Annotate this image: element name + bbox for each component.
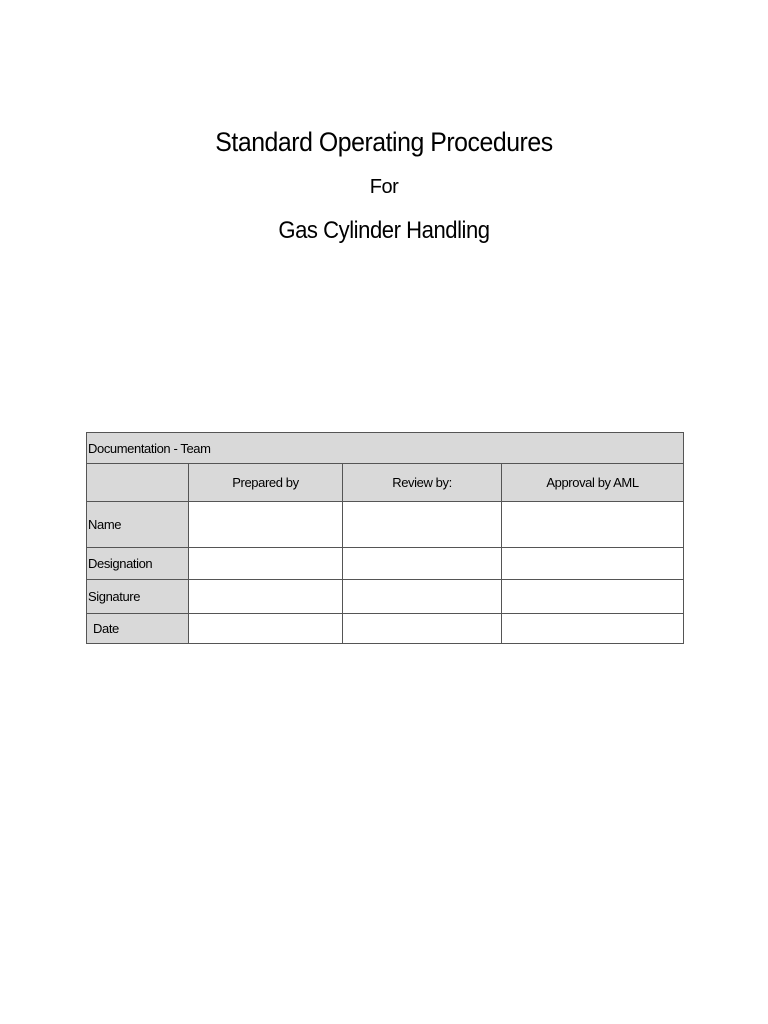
column-header-approval-by: Approval by AML (502, 464, 684, 502)
document-subtitle: Gas Cylinder Handling (278, 217, 490, 244)
table-row (87, 580, 684, 614)
designation-review-cell (343, 548, 502, 580)
row-label-signature: Signature (87, 580, 189, 614)
column-header-row (87, 464, 684, 502)
row-label-name: Name (87, 502, 189, 548)
row-label-designation: Designation (87, 548, 189, 580)
table-row (87, 614, 684, 644)
document-title: Standard Operating Procedures (215, 127, 553, 157)
row-label-date: Date (87, 614, 189, 644)
designation-approval-cell (502, 548, 684, 580)
name-prepared-cell (189, 502, 343, 548)
name-approval-cell (502, 502, 684, 548)
corner-cell (87, 464, 189, 502)
designation-prepared-cell (189, 548, 343, 580)
column-header-review-by: Review by: (343, 464, 502, 502)
table-row (87, 548, 684, 580)
table-header-cell: Documentation - Team (87, 433, 684, 464)
date-prepared-cell (189, 614, 343, 644)
signature-prepared-cell (189, 580, 343, 614)
name-review-cell (343, 502, 502, 548)
document-for-label: For (369, 176, 399, 198)
documentation-team-table (86, 432, 684, 644)
signature-review-cell (343, 580, 502, 614)
date-approval-cell (502, 614, 684, 644)
date-review-cell (343, 614, 502, 644)
table-row (87, 502, 684, 548)
signature-approval-cell (502, 580, 684, 614)
table-header-row (87, 433, 684, 464)
column-header-prepared-by: Prepared by (189, 464, 343, 502)
